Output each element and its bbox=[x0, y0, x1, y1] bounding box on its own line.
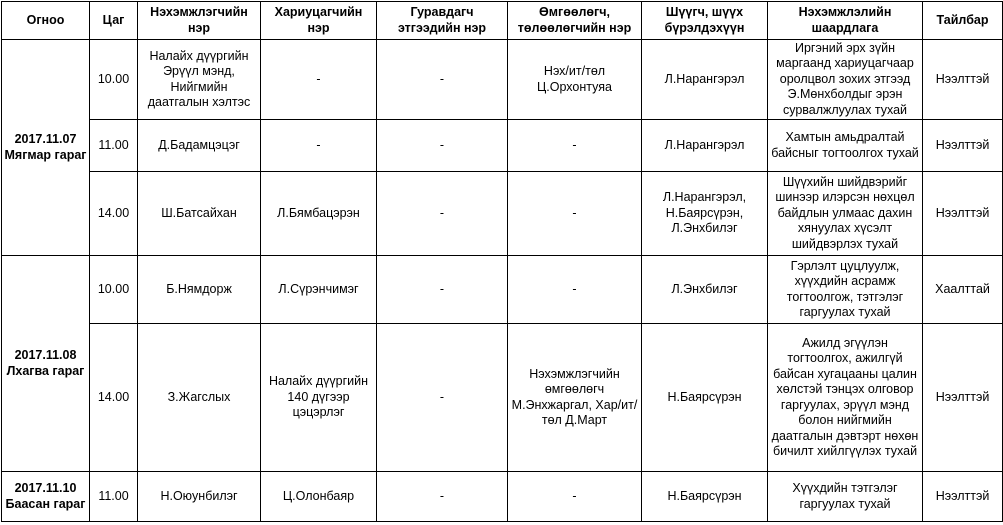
lawyer-cell: - bbox=[508, 172, 642, 256]
note-cell: Хаалттай bbox=[923, 256, 1003, 324]
time-cell: 10.00 bbox=[90, 256, 138, 324]
third-party-cell: - bbox=[377, 324, 508, 472]
table-row bbox=[2, 324, 1003, 472]
time-cell: 14.00 bbox=[90, 172, 138, 256]
judge-cell: Л.Нарангэрэл, Н.Баярсүрэн, Л.Энхбилэг bbox=[642, 172, 768, 256]
judge-cell: Л.Энхбилэг bbox=[642, 256, 768, 324]
table-row bbox=[2, 120, 1003, 172]
defendant-cell: Л.Сүрэнчимэг bbox=[261, 256, 377, 324]
judge-cell: Л.Нарангэрэл bbox=[642, 40, 768, 120]
lawyer-cell: Нэх/ит/төл Ц.Орхонтуяа bbox=[508, 40, 642, 120]
note-cell: Нээлттэй bbox=[923, 324, 1003, 472]
note-cell: Нээлттэй bbox=[923, 472, 1003, 522]
table-row bbox=[2, 172, 1003, 256]
plaintiff-cell: Налайх дүүргийн Эрүүл мэнд, Нийгмийн даатгалын хэлтэс bbox=[138, 40, 261, 120]
date-cell: 2017.11.07 Мягмар гараг bbox=[2, 40, 90, 256]
plaintiff-cell: Д.Бадамцэцэг bbox=[138, 120, 261, 172]
lawyer-cell: - bbox=[508, 120, 642, 172]
third-party-cell: - bbox=[377, 172, 508, 256]
court-schedule-table bbox=[1, 1, 1003, 522]
defendant-cell: - bbox=[261, 40, 377, 120]
judge-cell: Л.Нарангэрэл bbox=[642, 120, 768, 172]
lawyer-cell: Нэхэмжлэгчийн өмгөөлөгч М.Энхжаргал, Хар/ит/төл Д.Март bbox=[508, 324, 642, 472]
third-party-cell: - bbox=[377, 40, 508, 120]
header-defendant: Хариуцагчийн нэр bbox=[261, 2, 377, 40]
time-cell: 10.00 bbox=[90, 40, 138, 120]
defendant-cell: Л.Бямбацэрэн bbox=[261, 172, 377, 256]
time-cell: 11.00 bbox=[90, 120, 138, 172]
third-party-cell: - bbox=[377, 120, 508, 172]
note-cell: Нээлттэй bbox=[923, 40, 1003, 120]
time-cell: 11.00 bbox=[90, 472, 138, 522]
judge-cell: Н.Баярсүрэн bbox=[642, 324, 768, 472]
lawyer-cell: - bbox=[508, 472, 642, 522]
date-cell: 2017.11.10 Баасан гараг bbox=[2, 472, 90, 522]
header-note: Тайлбар bbox=[923, 2, 1003, 40]
header-plaintiff: Нэхэмжлэгчийн нэр bbox=[138, 2, 261, 40]
header-claim: Нэхэмжлэлийн шаардлага bbox=[768, 2, 923, 40]
header-row bbox=[2, 2, 1003, 40]
table-row bbox=[2, 40, 1003, 120]
claim-cell: Хамтын амьдралтай байсныг тогтоолгох тухай bbox=[768, 120, 923, 172]
defendant-cell: Налайх дүүргийн 140 дүгээр цэцэрлэг bbox=[261, 324, 377, 472]
claim-cell: Иргэний эрх зүйн маргаанд хариуцагчаар оролцвол зохих этгээд Э.Мөнхболдыг эрэн сурвалжлуулах тухай bbox=[768, 40, 923, 120]
table-row bbox=[2, 472, 1003, 522]
claim-cell: Гэрлэлт цуцлуулж, хүүхдийн асрамж тогтоолгож, тэтгэлэг гаргуулах тухай bbox=[768, 256, 923, 324]
plaintiff-cell: Б.Нямдорж bbox=[138, 256, 261, 324]
header-third-party: Гуравдагч этгээдийн нэр bbox=[377, 2, 508, 40]
defendant-cell: - bbox=[261, 120, 377, 172]
defendant-cell: Ц.Олонбаяр bbox=[261, 472, 377, 522]
plaintiff-cell: З.Жагслых bbox=[138, 324, 261, 472]
plaintiff-cell: Ш.Батсайхан bbox=[138, 172, 261, 256]
date-cell: 2017.11.08 Лхагва гараг bbox=[2, 256, 90, 472]
third-party-cell: - bbox=[377, 256, 508, 324]
claim-cell: Шүүхийн шийдвэрийг шинээр илэрсэн нөхцөл байдлын улмаас дахин хянуулах хүсэлт шийдвэрлэх тухай bbox=[768, 172, 923, 256]
time-cell: 14.00 bbox=[90, 324, 138, 472]
claim-cell: Ажилд эгүүлэн тогтоолгох, ажилгүй байсан хугацааны цалин хөлстэй тэнцэх олговор гаргуулах, эрүүл мэнд болон нийгмийн даатгалын дэвтэрт нөхөн бичилт хийлгүүлэх тухай bbox=[768, 324, 923, 472]
plaintiff-cell: Н.Оюунбилэг bbox=[138, 472, 261, 522]
header-time: Цаг bbox=[90, 2, 138, 40]
header-judge: Шүүгч, шүүх бүрэлдэхүүн bbox=[642, 2, 768, 40]
table-row bbox=[2, 256, 1003, 324]
lawyer-cell: - bbox=[508, 256, 642, 324]
header-lawyer: Өмгөөлөгч, төлөөлөгчийн нэр bbox=[508, 2, 642, 40]
claim-cell: Хүүхдийн тэтгэлэг гаргуулах тухай bbox=[768, 472, 923, 522]
third-party-cell: - bbox=[377, 472, 508, 522]
note-cell: Нээлттэй bbox=[923, 172, 1003, 256]
note-cell: Нээлттэй bbox=[923, 120, 1003, 172]
header-date: Огноо bbox=[2, 2, 90, 40]
judge-cell: Н.Баярсүрэн bbox=[642, 472, 768, 522]
